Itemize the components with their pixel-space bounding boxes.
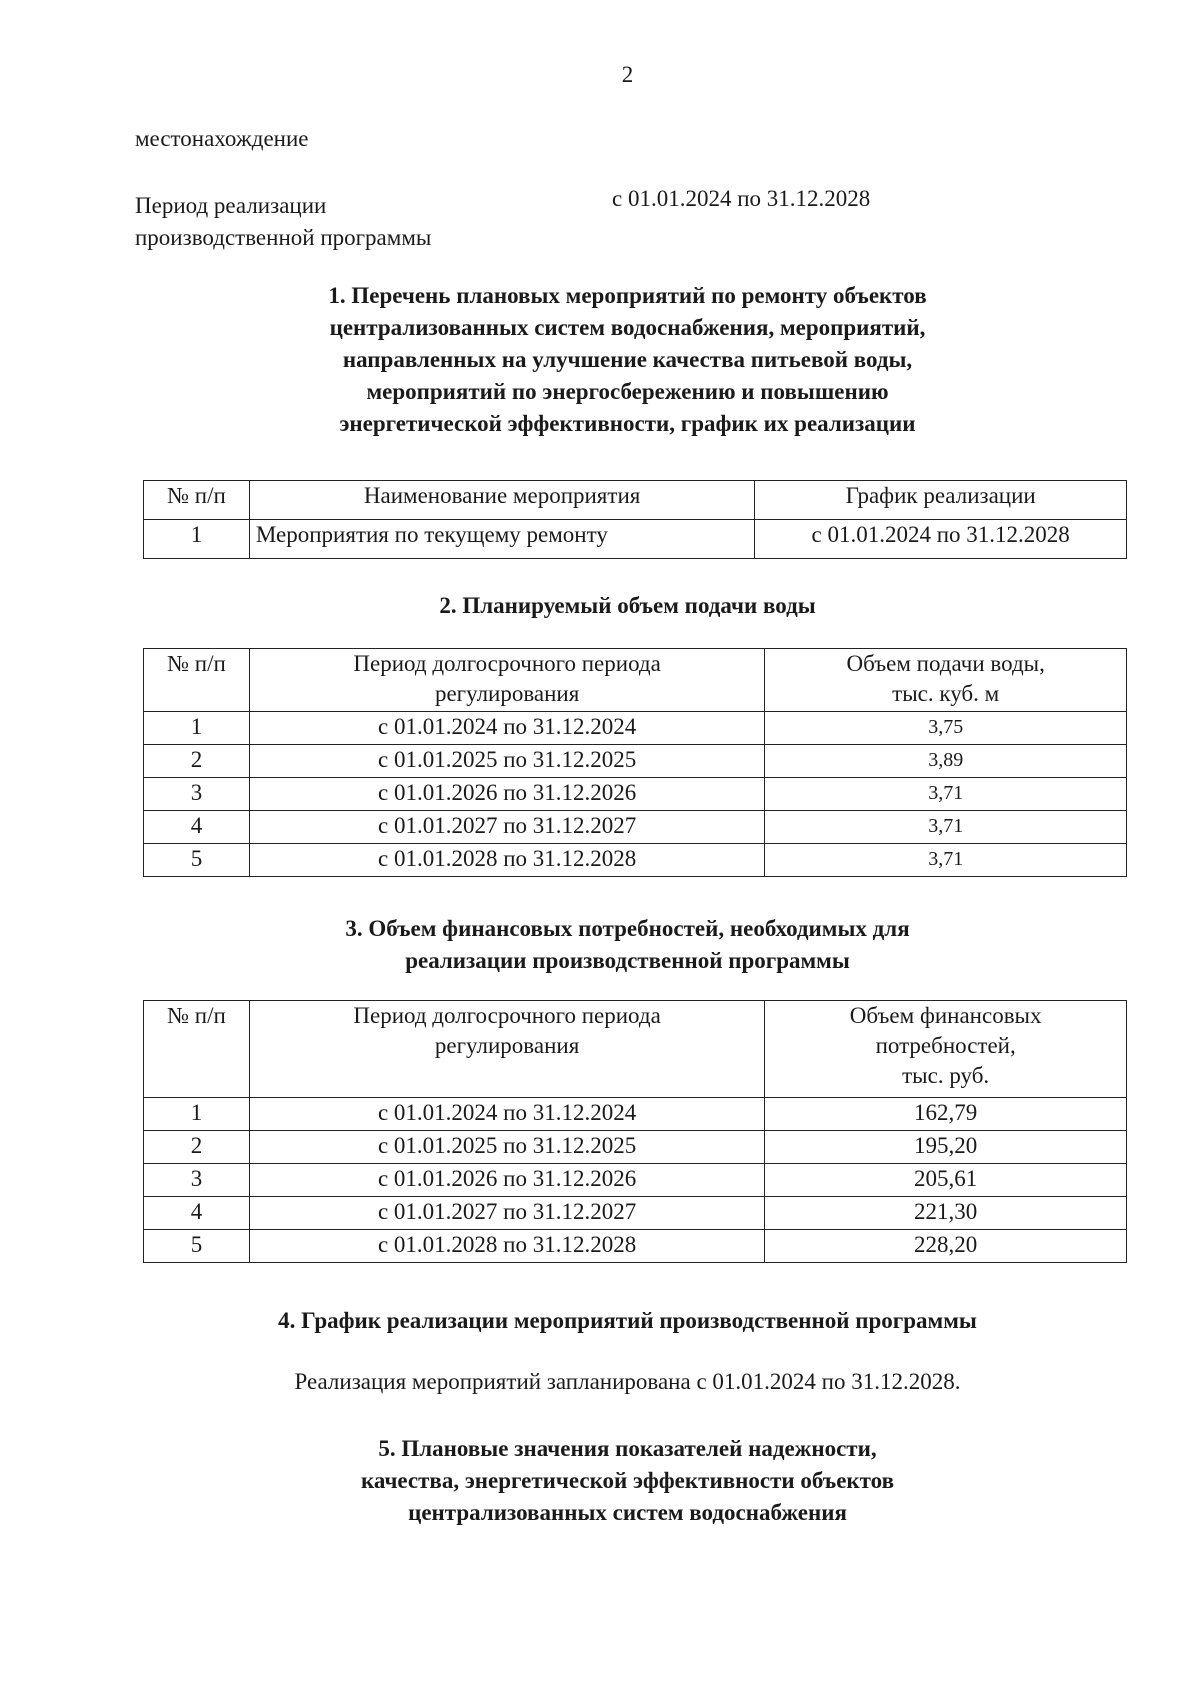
- section2-table: [143, 648, 1127, 877]
- table-cell: 3,89: [765, 745, 1127, 778]
- header-cell: График реализации: [755, 481, 1127, 520]
- section3-table: [143, 1000, 1127, 1263]
- table-cell: с 01.01.2024 по 31.12.2024: [249, 1098, 764, 1131]
- table-row: [144, 1098, 1127, 1131]
- section4-title: 4. График реализации мероприятий производственной программы: [278, 1308, 977, 1333]
- table-cell: 3,71: [765, 844, 1127, 877]
- table-cell: с 01.01.2024 по 31.12.2028: [755, 520, 1127, 559]
- section1-title-line: направленных на улучшение качества питьевой воды,: [342, 347, 913, 372]
- table-cell: 3,71: [765, 778, 1127, 811]
- table-cell: 3,75: [765, 712, 1127, 745]
- section1-title-line: энергетической эффективности, график их реализации: [339, 411, 916, 436]
- table-cell: 228,20: [765, 1230, 1127, 1263]
- table-row: [144, 811, 1127, 844]
- header-cell: № п/п: [144, 1001, 250, 1098]
- period-label-line2: производственной программы: [135, 225, 432, 250]
- table-cell: с 01.01.2024 по 31.12.2024: [249, 712, 764, 745]
- table-row: [144, 520, 1127, 559]
- table-cell: 3: [144, 1164, 250, 1197]
- table-cell: 205,61: [765, 1164, 1127, 1197]
- section3-title: [0, 913, 1200, 977]
- table-row: [144, 1197, 1127, 1230]
- table-row: [144, 712, 1127, 745]
- period-value: с 01.01.2024 по 31.12.2028: [612, 186, 871, 211]
- section5-title-line: централизованных систем водоснабжения: [408, 1500, 847, 1525]
- header-cell: № п/п: [144, 649, 250, 712]
- table-cell: с 01.01.2025 по 31.12.2025: [249, 745, 764, 778]
- table-row: [144, 778, 1127, 811]
- table-cell: с 01.01.2026 по 31.12.2026: [249, 778, 764, 811]
- table-header-row: [144, 649, 1127, 712]
- table-row: [144, 1164, 1127, 1197]
- section1-title-line: 1. Перечень плановых мероприятий по ремонту объектов: [328, 283, 927, 308]
- section1-title-line: мероприятий по энергосбережению и повышению: [366, 379, 889, 404]
- period-label-line1: Период реализации: [135, 193, 327, 218]
- table-cell: 2: [144, 745, 250, 778]
- table-row: [144, 1230, 1127, 1263]
- table-cell: с 01.01.2025 по 31.12.2025: [249, 1131, 764, 1164]
- table-cell: с 01.01.2026 по 31.12.2026: [249, 1164, 764, 1197]
- table-cell: 1: [144, 1098, 250, 1131]
- period-label: [135, 190, 431, 254]
- table-cell: 5: [144, 1230, 250, 1263]
- table-cell: с 01.01.2028 по 31.12.2028: [249, 844, 764, 877]
- section2-title: 2. Планируемый объем подачи воды: [439, 593, 816, 618]
- table-cell: 2: [144, 1131, 250, 1164]
- table-cell: 162,79: [765, 1098, 1127, 1131]
- page-number: 2: [621, 62, 634, 87]
- header-cell: № п/п: [144, 481, 250, 520]
- section3-title-line: реализации производственной программы: [405, 948, 850, 973]
- table-cell: 5: [144, 844, 250, 877]
- location-word: местонахождение: [135, 126, 309, 151]
- table-cell: с 01.01.2028 по 31.12.2028: [249, 1230, 764, 1263]
- table-cell: с 01.01.2027 по 31.12.2027: [249, 1197, 764, 1230]
- section3-title-line: 3. Объем финансовых потребностей, необходимых для: [345, 916, 910, 941]
- table-cell: 195,20: [765, 1131, 1127, 1164]
- table-row: [144, 745, 1127, 778]
- section1-table: [143, 480, 1127, 559]
- table-header-row: [144, 1001, 1127, 1098]
- table-cell: 1: [144, 712, 250, 745]
- section4-text: Реализация мероприятий запланирована с 01.01.2024 по 31.12.2028.: [294, 1369, 961, 1394]
- table-cell: 3: [144, 778, 250, 811]
- table-row: [144, 1131, 1127, 1164]
- header-cell: Объем финансовых потребностей, тыс. руб.: [765, 1001, 1127, 1098]
- table-cell: 221,30: [765, 1197, 1127, 1230]
- table-cell: 4: [144, 1197, 250, 1230]
- header-cell: Объем подачи воды, тыс. куб. м: [765, 649, 1127, 712]
- section5-title: [0, 1433, 1200, 1529]
- section1-title-line: централизованных систем водоснабжения, мероприятий,: [329, 315, 926, 340]
- table-header-row: [144, 481, 1127, 520]
- section5-title-line: 5. Плановые значения показателей надежности,: [378, 1436, 877, 1461]
- table-cell: 4: [144, 811, 250, 844]
- table-cell: 1: [144, 520, 250, 559]
- table-row: [144, 844, 1127, 877]
- table-cell: с 01.01.2027 по 31.12.2027: [249, 811, 764, 844]
- table-cell: 3,71: [765, 811, 1127, 844]
- section5-title-line: качества, энергетической эффективности объектов: [360, 1468, 895, 1493]
- header-cell: Период долгосрочного периода регулирования: [249, 649, 764, 712]
- header-cell: Наименование мероприятия: [249, 481, 754, 520]
- table-cell: Мероприятия по текущему ремонту: [249, 520, 754, 559]
- header-cell: Период долгосрочного периода регулирования: [249, 1001, 764, 1098]
- section1-title: [0, 280, 1200, 440]
